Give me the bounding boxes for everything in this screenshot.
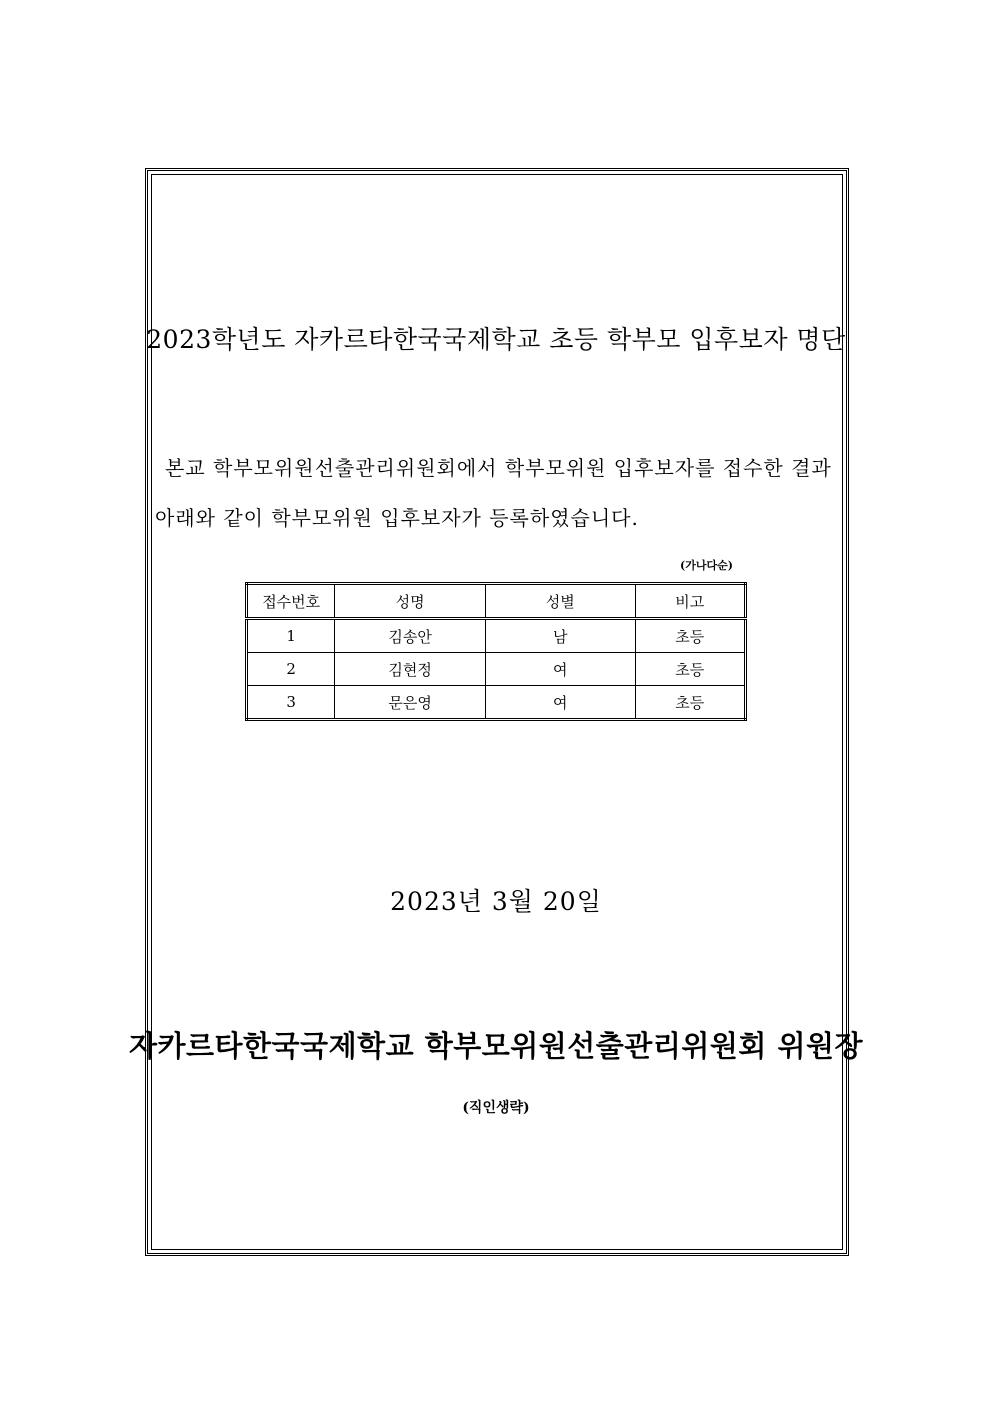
- table-cell: 여: [485, 653, 635, 686]
- intro-line-1: 본교 학부모위원선출관리위원회에서 학부모위원 입후보자를 접수한 결과: [165, 456, 832, 480]
- header-cell: 접수번호: [247, 584, 335, 619]
- table-cell: 문은영: [335, 686, 486, 720]
- order-note: (가나다순): [680, 559, 733, 572]
- candidate-table: [245, 582, 747, 721]
- seal-omitted-note: (직인생략): [462, 1100, 530, 1116]
- table-header-row: [247, 584, 746, 619]
- document-title: 2023학년도 자카르타한국국제학교 초등 학부모 입후보자 명단: [146, 325, 846, 354]
- table-cell: 초등: [635, 686, 745, 720]
- table-cell: 2: [247, 653, 335, 686]
- table-row: [247, 619, 746, 653]
- committee-signature: 자카르타한국국제학교 학부모위원선출관리위원회 위원장: [128, 1029, 864, 1063]
- table-cell: 김현정: [335, 653, 486, 686]
- table-cell: 김송안: [335, 619, 486, 653]
- document-date: 2023년 3월 20일: [390, 887, 602, 916]
- table-cell: 남: [485, 619, 635, 653]
- table-cell: 3: [247, 686, 335, 720]
- header-cell: 비고: [635, 584, 745, 619]
- header-cell: 성별: [485, 584, 635, 619]
- table-cell: 초등: [635, 653, 745, 686]
- table-row: [247, 653, 746, 686]
- table-cell: 1: [247, 619, 335, 653]
- table-row: [247, 686, 746, 720]
- table-cell: 여: [485, 686, 635, 720]
- table-cell: 초등: [635, 619, 745, 653]
- header-cell: 성명: [335, 584, 486, 619]
- intro-line-2: 아래와 같이 학부모위원 입후보자가 등록하였습니다.: [155, 506, 639, 530]
